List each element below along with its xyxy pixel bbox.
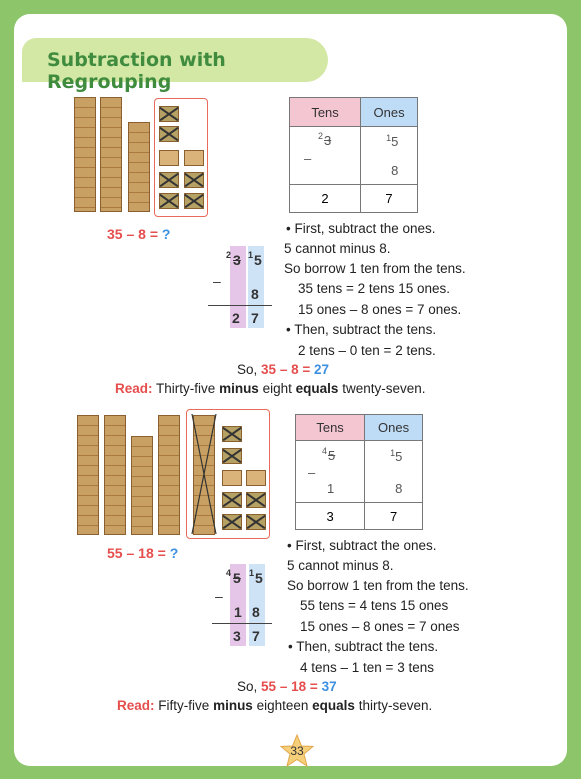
- place-value-table-2: [295, 414, 423, 530]
- crossed-unit-cube: [222, 448, 242, 464]
- crossed-unit-cube: [159, 106, 179, 122]
- crossed-unit-cube: [246, 514, 266, 530]
- ones-answer: 7: [365, 503, 423, 530]
- unit-cube: [159, 150, 179, 166]
- crossed-unit-cube: [159, 172, 179, 188]
- ten-rod: [128, 122, 150, 212]
- unit-cube: [184, 150, 204, 166]
- conclusion-2: So, 55 – 18 = 37: [237, 679, 337, 694]
- ones-header: Ones: [365, 415, 423, 441]
- ones-answer: 7: [361, 185, 418, 213]
- section-title-tab: [22, 38, 328, 93]
- cross-mark: [190, 412, 218, 536]
- crossed-unit-cube: [184, 172, 204, 188]
- tens-header: Tens: [290, 98, 361, 127]
- page-number-star: [279, 734, 315, 768]
- tens-answer: 2: [290, 185, 361, 213]
- crossed-unit-cube: [246, 492, 266, 508]
- page-title: Subtraction with Regrouping: [47, 49, 226, 93]
- ones-cell: 1 5 8: [361, 127, 418, 185]
- tens-cell: 4 5 – 1: [296, 441, 365, 503]
- unit-cube: [246, 470, 266, 486]
- question-2: 55 – 18 = ?: [107, 545, 179, 561]
- page-number: 33: [290, 744, 304, 758]
- conclusion-1: So, 35 – 8 = 27: [237, 362, 330, 377]
- ten-rod: [74, 97, 96, 212]
- unit-cube: [222, 470, 242, 486]
- read-sentence-2: Read: Fifty-five minus eighteen equals thirty-seven.: [117, 698, 433, 713]
- crossed-unit-cube: [159, 193, 179, 209]
- ten-rod: [131, 436, 153, 535]
- ten-rod: [77, 415, 99, 535]
- ones-cell: 1 5 8: [365, 441, 423, 503]
- ten-rod: [104, 415, 126, 535]
- crossed-unit-cube: [222, 514, 242, 530]
- crossed-unit-cube: [159, 126, 179, 142]
- read-sentence-1: Read: Thirty-five minus eight equals twenty-seven.: [115, 381, 426, 396]
- tens-header: Tens: [296, 415, 365, 441]
- tens-answer: 3: [296, 503, 365, 530]
- question-1: 35 – 8 = ?: [107, 226, 171, 242]
- crossed-unit-cube: [222, 492, 242, 508]
- place-value-table-1: [289, 97, 418, 213]
- ten-rod: [158, 415, 180, 535]
- crossed-unit-cube: [222, 426, 242, 442]
- tens-cell: 2 3 –: [290, 127, 361, 185]
- ones-header: Ones: [361, 98, 418, 127]
- ten-rod: [100, 97, 122, 212]
- crossed-unit-cube: [184, 193, 204, 209]
